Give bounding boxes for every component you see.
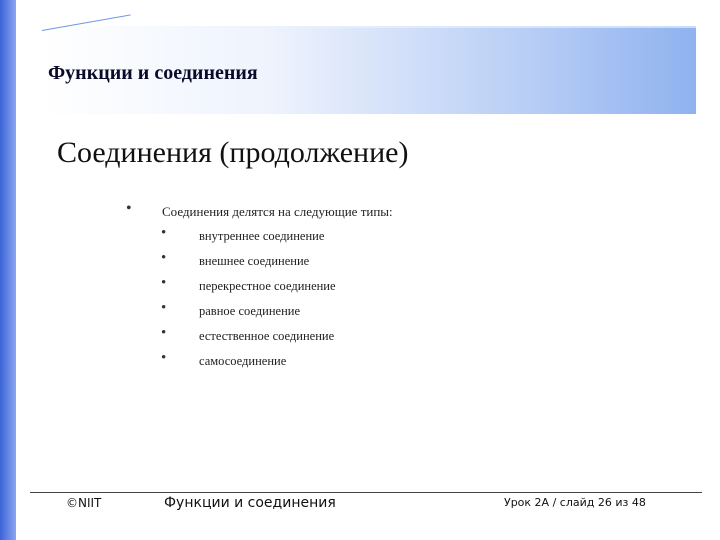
list-item-text: внешнее соединение (199, 254, 310, 268)
bullet-icon: • (161, 350, 167, 366)
list-item-text: самосоединение (199, 354, 287, 368)
list-item-text: равное соединение (199, 304, 301, 318)
header-title: Функции и соединения (48, 62, 258, 84)
bullet-icon: • (126, 200, 132, 217)
bullet-icon: • (161, 275, 167, 291)
bullet-icon: • (161, 250, 167, 266)
bullet-icon: • (161, 225, 167, 241)
bullet-icon: • (161, 325, 167, 341)
footer-copyright: ©NIIT (66, 496, 102, 510)
list-item-text: перекрестное соединение (199, 279, 336, 293)
main-bullet-text: Соединения делятся на следующие типы: (162, 204, 393, 219)
left-accent-bar (0, 0, 16, 540)
list-item-text: естественное соединение (199, 329, 335, 343)
footer-divider (30, 492, 702, 493)
bullet-icon: • (161, 300, 167, 316)
footer-slide-number: Урок 2А / слайд 26 из 48 (504, 496, 646, 509)
footer-title: Функции и соединения (164, 495, 336, 511)
list-item-text: внутреннее соединение (199, 229, 325, 243)
slide-title: Соединения (продолжение) (57, 136, 409, 169)
header-top-line (42, 26, 696, 28)
